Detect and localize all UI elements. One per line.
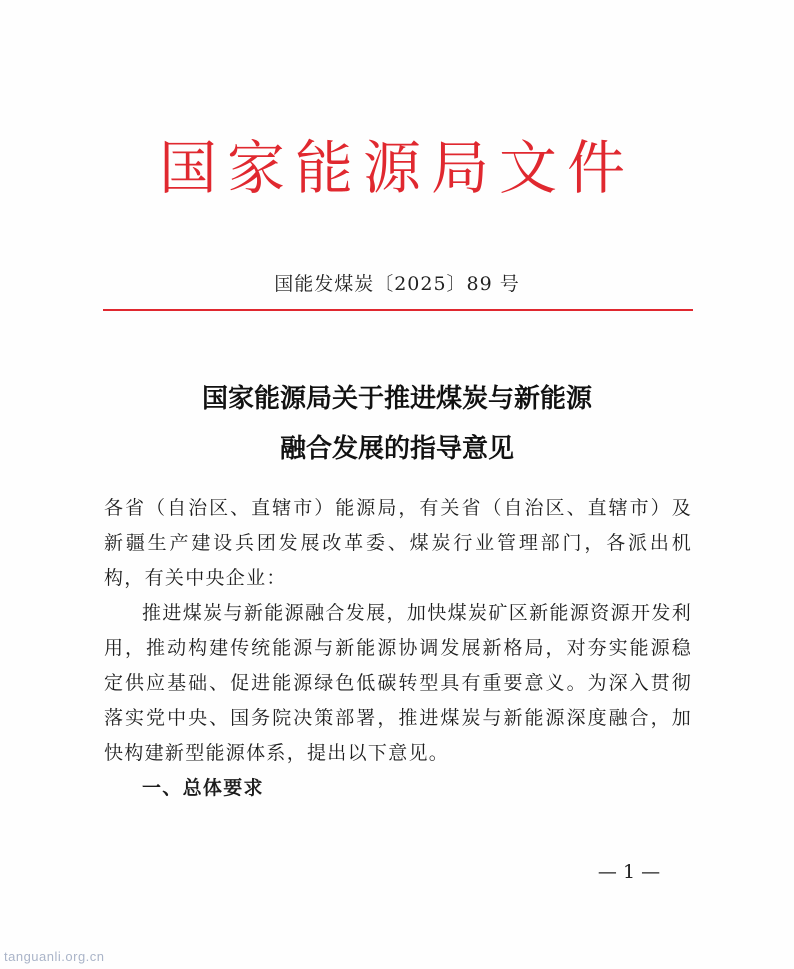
masthead-title: 国家能源局文件	[158, 134, 635, 202]
intro-paragraph: 推进煤炭与新能源融合发展，加快煤炭矿区新能源资源开发利用，推动构建传统能源与新能源协调发展新格局，对夯实能源稳定供应基础、促进能源绿色低碳转型具有重要意义。为深入贯彻落实党中央、国务院决策部署，推进煤炭与新能源深度融合，加快构建新型能源体系，提出以下意见。	[104, 602, 692, 764]
recipients-paragraph: 各省（自治区、直辖市）能源局，有关省（自治区、直辖市）及新疆生产建设兵团发展改革委、煤炭行业管理部门，各派出机构，有关中央企业：	[104, 497, 692, 589]
title-line-2: 融合发展的指导意见	[279, 434, 514, 464]
document-number: 国能发煤炭〔2025〕89 号	[274, 273, 520, 295]
document-title	[0, 374, 794, 474]
red-divider-line	[103, 309, 693, 311]
section-heading: 一、总体要求	[142, 777, 264, 799]
watermark-text: tanguanli.org.cn	[4, 949, 105, 964]
document-body	[104, 491, 692, 806]
page-number: — 1 —	[597, 861, 661, 883]
title-line-1: 国家能源局关于推进煤炭与新能源	[201, 384, 592, 414]
